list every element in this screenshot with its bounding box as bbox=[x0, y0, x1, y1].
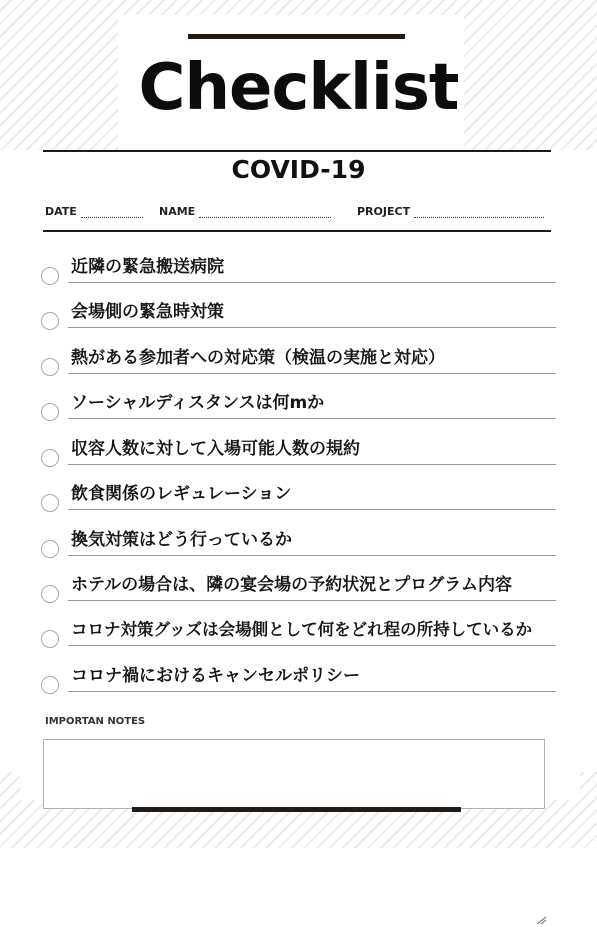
checkbox-icon[interactable] bbox=[41, 449, 59, 467]
checklist-item bbox=[40, 661, 580, 701]
checklist-panel bbox=[20, 150, 580, 800]
checkbox-icon[interactable] bbox=[41, 676, 59, 694]
project-label: PROJECT bbox=[357, 205, 411, 218]
checklist-item-line bbox=[68, 464, 556, 465]
checklist-item-label: 収容人数に対して入場可能人数の規約 bbox=[71, 439, 360, 459]
checklist-item-line bbox=[68, 645, 556, 646]
checklist-item-line bbox=[68, 282, 556, 283]
checkbox-icon[interactable] bbox=[41, 540, 59, 558]
name-label: NAME bbox=[159, 205, 196, 218]
header-rule-bottom bbox=[43, 230, 551, 232]
checkbox-icon[interactable] bbox=[41, 403, 59, 421]
checklist-item bbox=[40, 525, 580, 565]
checklist-item bbox=[40, 615, 580, 655]
checklist-item-line bbox=[68, 555, 556, 556]
checklist-item-label: 飲食関係のレギュレーション bbox=[71, 484, 292, 504]
checkbox-icon[interactable] bbox=[41, 494, 59, 512]
checklist-item-label: ソーシャルディスタンスは何mか bbox=[71, 393, 325, 413]
checklist-item bbox=[40, 570, 580, 610]
checklist-item bbox=[40, 434, 580, 474]
checklist-item bbox=[40, 297, 580, 337]
checklist-item-line bbox=[68, 418, 556, 419]
checkbox-icon[interactable] bbox=[41, 585, 59, 603]
checklist-item bbox=[40, 343, 580, 383]
checklist-item-label: 換気対策はどう行っているか bbox=[71, 530, 292, 550]
notes-label: IMPORTAN NOTES bbox=[45, 716, 146, 727]
checklist-item-label: ホテルの場合は、隣の宴会場の予約状況とプログラム内容 bbox=[71, 575, 512, 595]
checklist-item-line bbox=[68, 509, 556, 510]
date-label: DATE bbox=[45, 205, 77, 218]
name-field[interactable] bbox=[159, 205, 331, 218]
project-field[interactable] bbox=[357, 205, 544, 218]
checkbox-icon[interactable] bbox=[41, 358, 59, 376]
checklist-item-label: 会場側の緊急時対策 bbox=[71, 302, 224, 322]
date-dotted-line bbox=[81, 208, 143, 218]
project-dotted-line bbox=[414, 208, 544, 218]
meta-row bbox=[45, 205, 555, 219]
checklist-item-line bbox=[68, 600, 556, 601]
checklist-item-label: コロナ対策グッズは会場側として何をどれ程の所持しているか bbox=[71, 620, 533, 639]
name-dotted-line bbox=[199, 208, 331, 218]
checkbox-icon[interactable] bbox=[41, 267, 59, 285]
header-rule-top bbox=[43, 150, 551, 152]
checklist-item bbox=[40, 388, 580, 428]
page-title: Checklist bbox=[138, 51, 459, 125]
checklist-item-line bbox=[68, 691, 556, 692]
checklist-item bbox=[40, 479, 580, 519]
checklist-item-line bbox=[68, 373, 556, 374]
checklist-item-line bbox=[68, 327, 556, 328]
resize-grip-icon[interactable] bbox=[535, 915, 547, 925]
notes-textbox[interactable] bbox=[43, 739, 545, 809]
page-subtitle: COVID-19 bbox=[231, 155, 366, 184]
bottom-accent-bar bbox=[132, 807, 461, 812]
checkbox-icon[interactable] bbox=[41, 312, 59, 330]
date-field[interactable] bbox=[45, 205, 143, 218]
checklist-item-label: コロナ禍におけるキャンセルポリシー bbox=[71, 666, 360, 686]
checklist-item bbox=[40, 252, 580, 292]
checklist-item-label: 熱がある参加者への対応策（検温の実施と対応） bbox=[71, 348, 445, 368]
top-accent-bar bbox=[188, 34, 405, 39]
checkbox-icon[interactable] bbox=[41, 630, 59, 648]
checklist-item-label: 近隣の緊急搬送病院 bbox=[71, 257, 224, 277]
